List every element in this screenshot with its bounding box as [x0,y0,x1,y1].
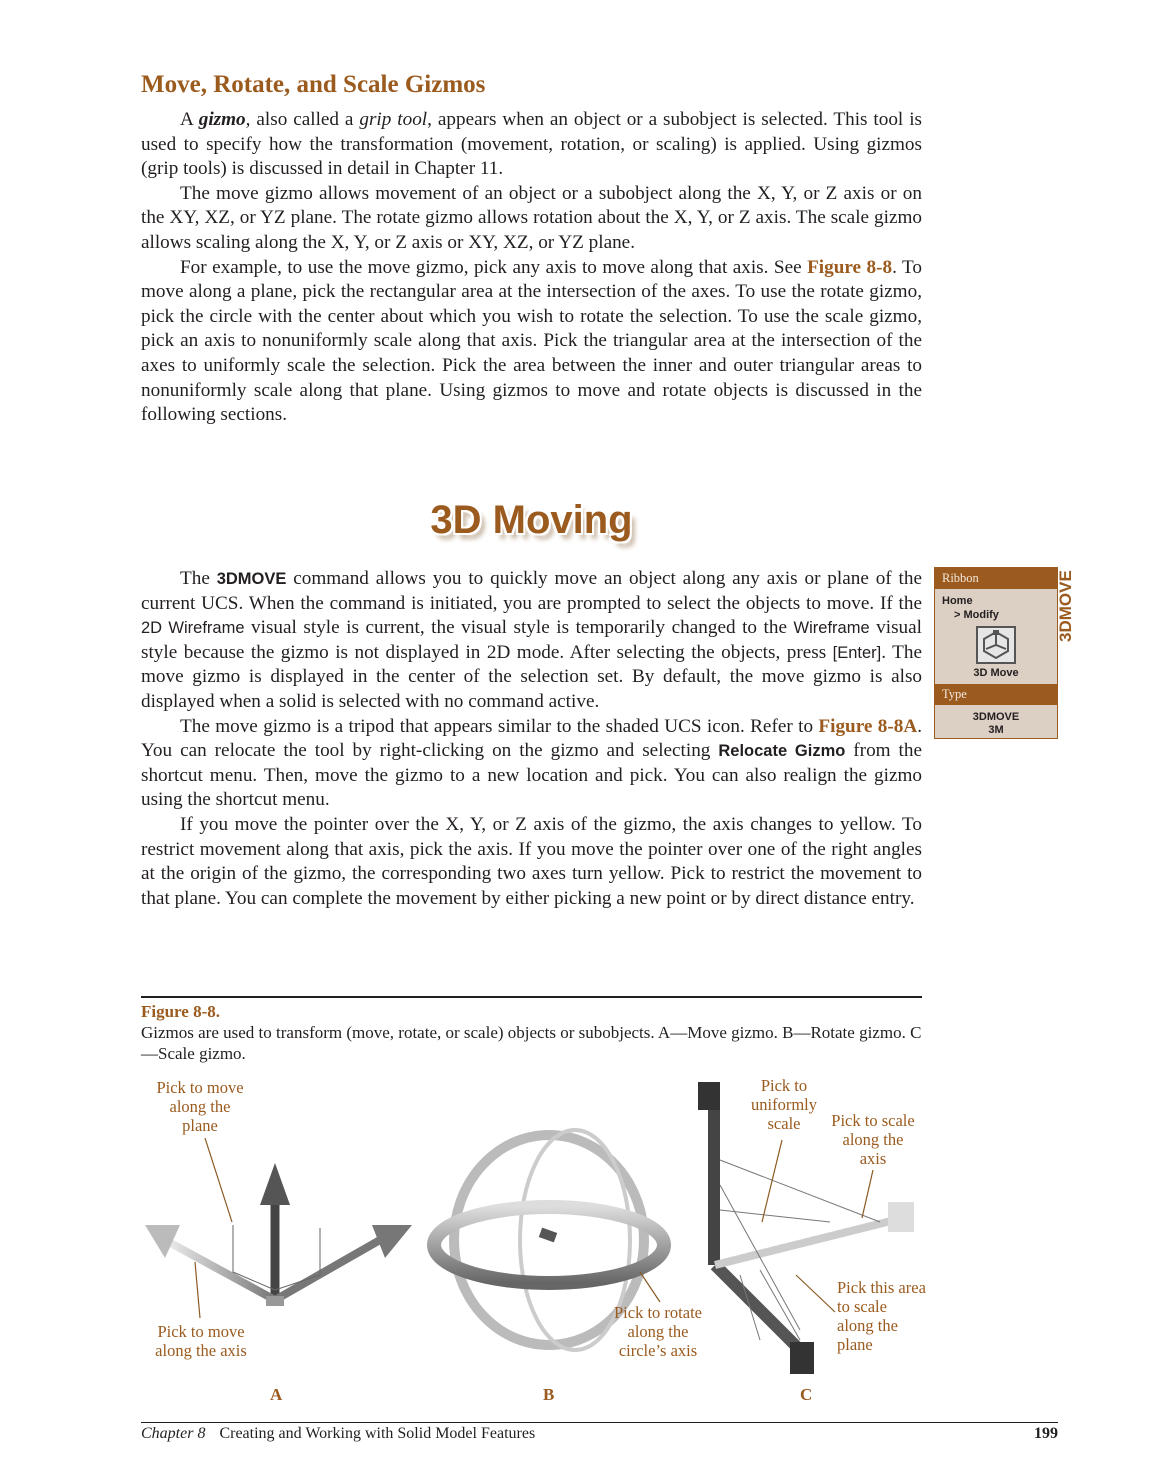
banner-heading: 3D Moving [430,498,633,542]
panel-label-a: A [270,1385,283,1404]
vertical-command-tab: 3DMOVE [1056,570,1075,642]
paragraph: The move gizmo is a tripod that appears similar to the shaded UCS icon. Refer to Figure 8-8A. You can relocate the tool by right-clicking on the gizmo and selecting Relocate Gizmo from the shortcut menu. Then, move the gizmo to a new location and pick. You can also realign the gizmo using the shortcut menu. [141,715,923,811]
type-label: Type [935,684,1057,705]
label-uniform-scale: Pick to uniformly scale [751,1076,817,1133]
move-gizmo [145,1163,412,1306]
label-scale-axis: Pick to scale along the axis [831,1111,915,1168]
paragraph: A gizmo, also called a grip tool, appears when an object or a subobject is selected. This tool is used to specify how the transformation (movement, rotation, or scaling) is applied. Using gizmos (grip tools) is discussed in detail in Chapter 11. [141,109,922,180]
command-alias: 3M [988,724,1004,736]
paragraph: The move gizmo allows movement of an object or a subobject along the X, Y, or Z axis or on the XY, XZ, or YZ plane. The rotate gizmo allows rotation about the X, Y, or Z axis. The scale gizmo allows scaling along the X, Y, or Z axis or XY, XZ, or YZ plane. [141,182,922,253]
command-name: 3DMOVE [972,711,1020,723]
page-number: 199 [1034,1425,1058,1442]
figure-number: Figure 8-8. [141,1002,221,1021]
footer-title: Creating and Working with Solid Model Features [219,1425,536,1442]
label-scale-plane: Pick this area to scale along the plane [837,1278,926,1354]
figure-ref[interactable]: Figure 8-8A [818,715,918,737]
section-heading: Move, Rotate, and Scale Gizmos [141,71,486,98]
button-label: 3D Move [973,667,1019,679]
panel-label-c: C [800,1385,813,1404]
footer-chapter: Chapter 8 [141,1425,206,1442]
label-rotate-circle: Pick to rotate along the circle’s axis [614,1303,702,1360]
label-move-axis: Pick to move along the axis [155,1322,247,1360]
ribbon-label: Ribbon [935,568,1057,589]
panel-label-b: B [543,1385,555,1404]
label-move-plane: Pick to move along the plane [156,1078,244,1135]
page-footer [141,1422,1058,1443]
paragraph: The 3DMOVE command allows you to quickly move an object along any axis or plane of the current UCS. When the command is initiated, you are prompted to select the objects to move. If the 2D Wireframe visual style is current, the visual style is temporarily changed to the Wireframe visual style because the gizmo is not displayed in 2D mode. After selecting the objects, press [Enter]. The move gizmo is displayed in the center of the selection set. By default, the move gizmo is also displayed when a solid is selected with no command active. [141,568,922,712]
paragraph: For example, to use the move gizmo, pick any axis to move along that axis. See Figure 8-8. To move along a plane, pick the rectangular area at the intersection of the axes. To use the rotate gizmo, pick the circle with the center about which you wish to rotate the selection. To use the scale gizmo, pick an axis to nonuniformly scale along that axis. Pick the triangular area at the intersection of the axes to uniformly scale the selection. Pick the area between the inner and outer triangular areas to nonuniformly scale along that plane. Using gizmos to move and rotate objects is discussed in the following sections. [141,256,922,426]
ribbon-tab: Home [942,595,973,607]
caption-text: Gizmos are used to transform (move, rotate, or scale) objects or subobjects. A—Move gizmo. B—Rotate gizmo. C—Scale gizmo. [141,1023,922,1063]
figure-ref[interactable]: Figure 8-8 [807,256,893,278]
ribbon-panel: > Modify [954,609,999,621]
paragraph: If you move the pointer over the X, Y, or Z axis of the gizmo, the axis changes to yellow. To restrict movement along that axis, pick the axis. If you move the pointer over one of the right angles at the origin of the gizmo, the corresponding two axes turn yellow. Pick to restrict the movement to that plane. You can complete the movement by either picking a new point or by direct distance entry. [141,813,922,909]
